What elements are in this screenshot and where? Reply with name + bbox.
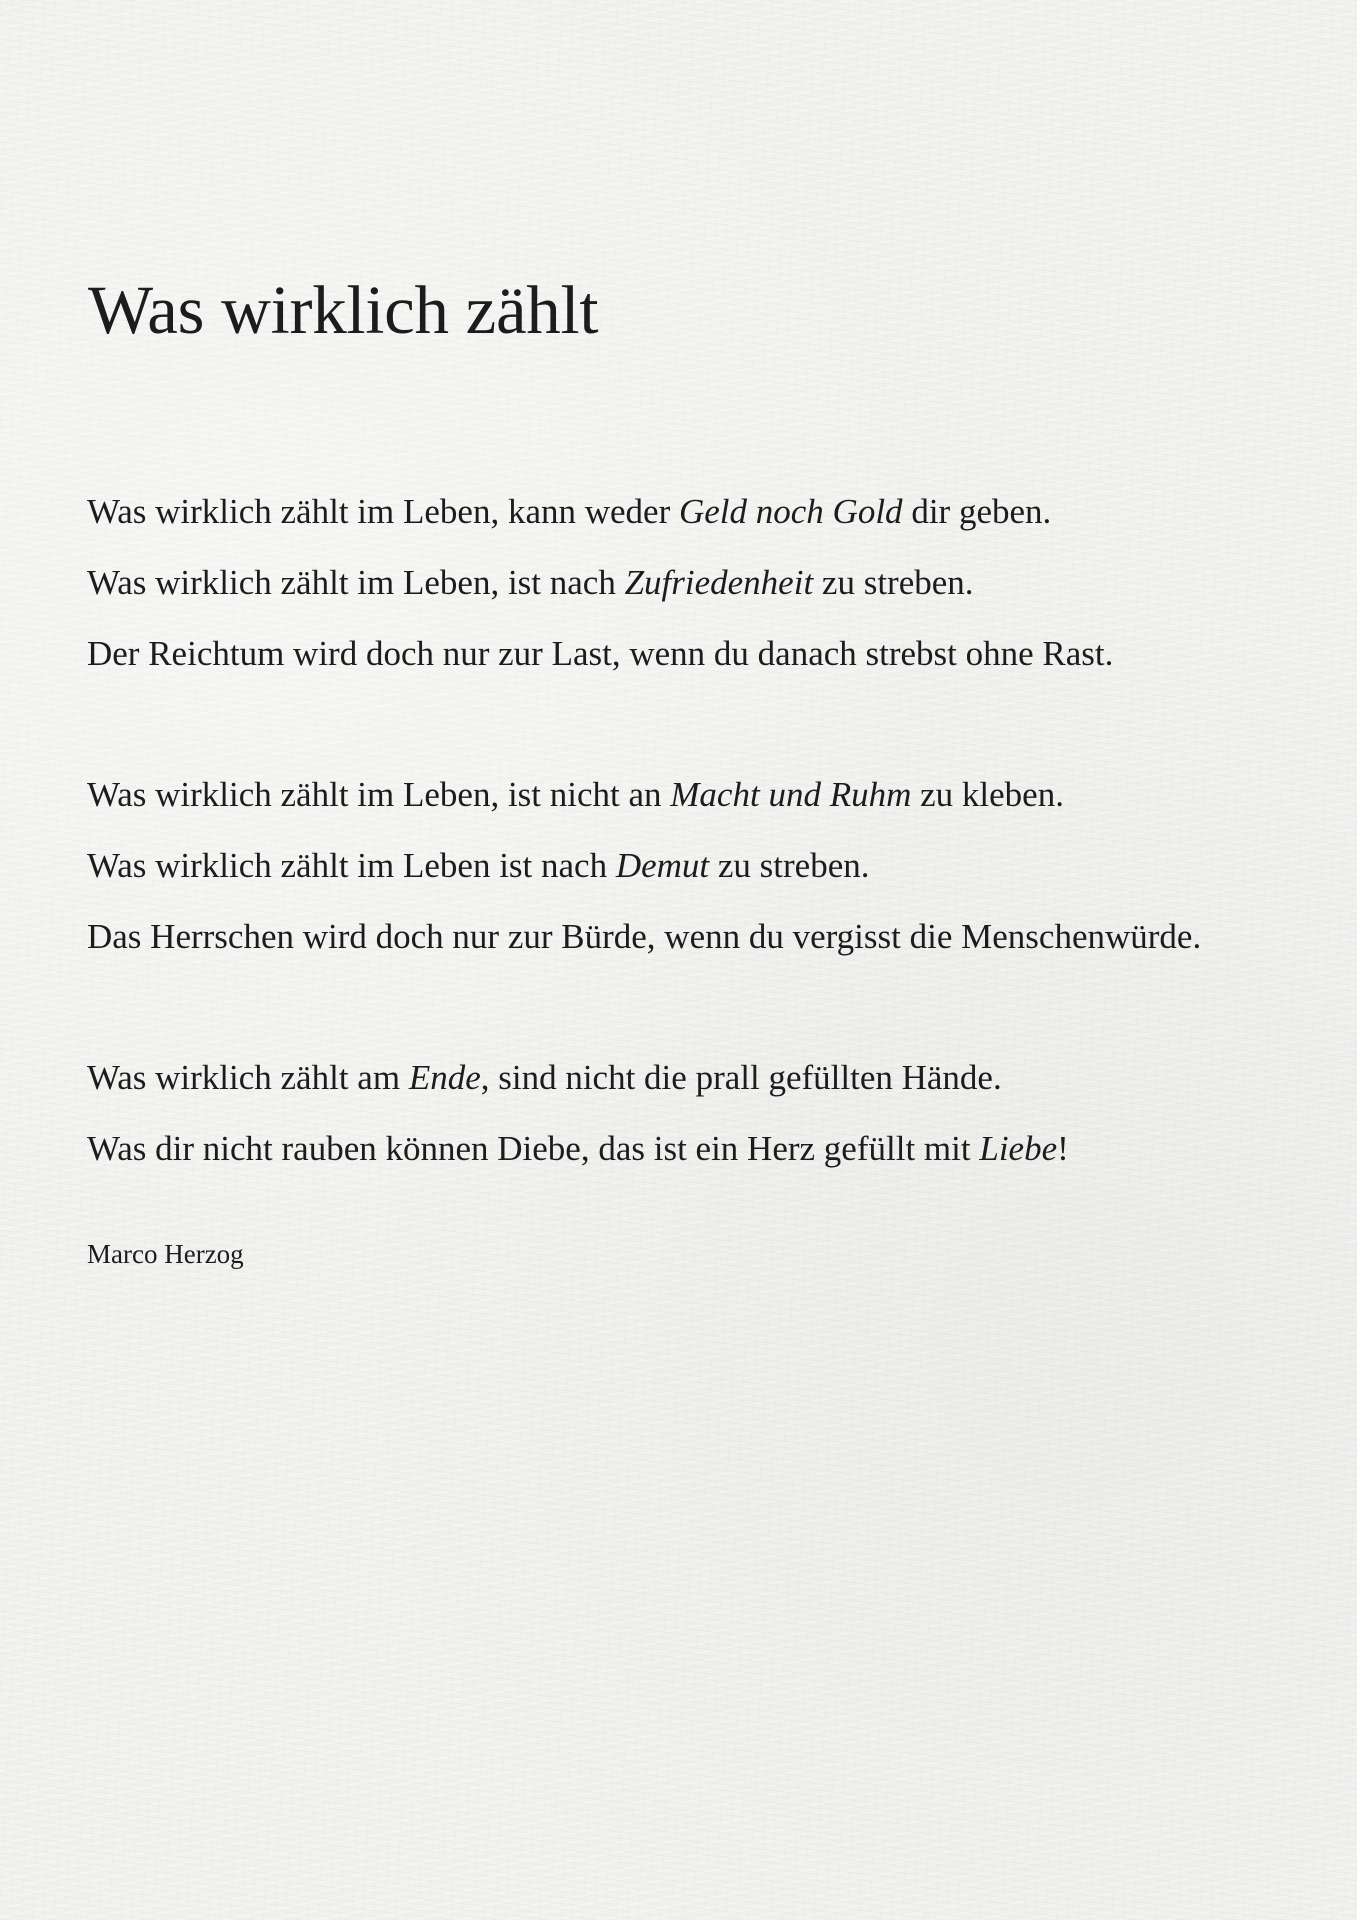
line-text: zu streben. [709,846,870,885]
line-text: Was dir nicht rauben können Diebe, das ist ein Herz gefüllt mit [87,1129,980,1168]
line-text: ! [1057,1129,1069,1168]
line-emphasis: Macht und Ruhm [670,775,912,814]
line-text: dir geben. [902,492,1052,531]
line-emphasis: Demut [615,846,710,885]
poem-line [87,901,1337,972]
line-text: zu streben. [813,563,974,602]
line-emphasis: Ende [408,1058,481,1097]
line-text: Was wirklich zählt im Leben, ist nicht an [87,775,671,814]
line-text: Das Herrschen wird doch nur zur Bürde, wenn du vergisst die Menschenwürde. [87,917,1202,956]
poem-line [87,759,1337,830]
poem-line [87,476,1337,547]
line-text: zu kleben. [911,775,1064,814]
line-text: Was wirklich zählt im Leben, ist nach [87,563,625,602]
stanza [87,759,1337,972]
line-text: Der Reichtum wird doch nur zur Last, wenn du danach strebst ohne Rast. [87,634,1114,673]
poem-title: Was wirklich zählt [88,272,599,348]
line-emphasis: Liebe [979,1129,1058,1168]
poem-line [87,618,1337,689]
line-text: Was wirklich zählt im Leben ist nach [87,846,616,885]
stanza [87,476,1337,689]
poem-body [87,476,1337,1254]
poem-line [87,830,1337,901]
line-emphasis: Geld noch Gold [678,492,903,531]
line-text: Was wirklich zählt am [87,1058,409,1097]
line-text: , sind nicht die prall gefüllten Hände. [480,1058,1002,1097]
stanza [87,1042,1337,1184]
poem-line [87,547,1337,618]
line-text: Was wirklich zählt im Leben, kann weder [87,492,679,531]
poem-line [87,1042,1337,1113]
line-emphasis: Zufriedenheit [624,563,814,602]
poem-line [87,1113,1337,1184]
poem-author: Marco Herzog [87,1239,244,1269]
